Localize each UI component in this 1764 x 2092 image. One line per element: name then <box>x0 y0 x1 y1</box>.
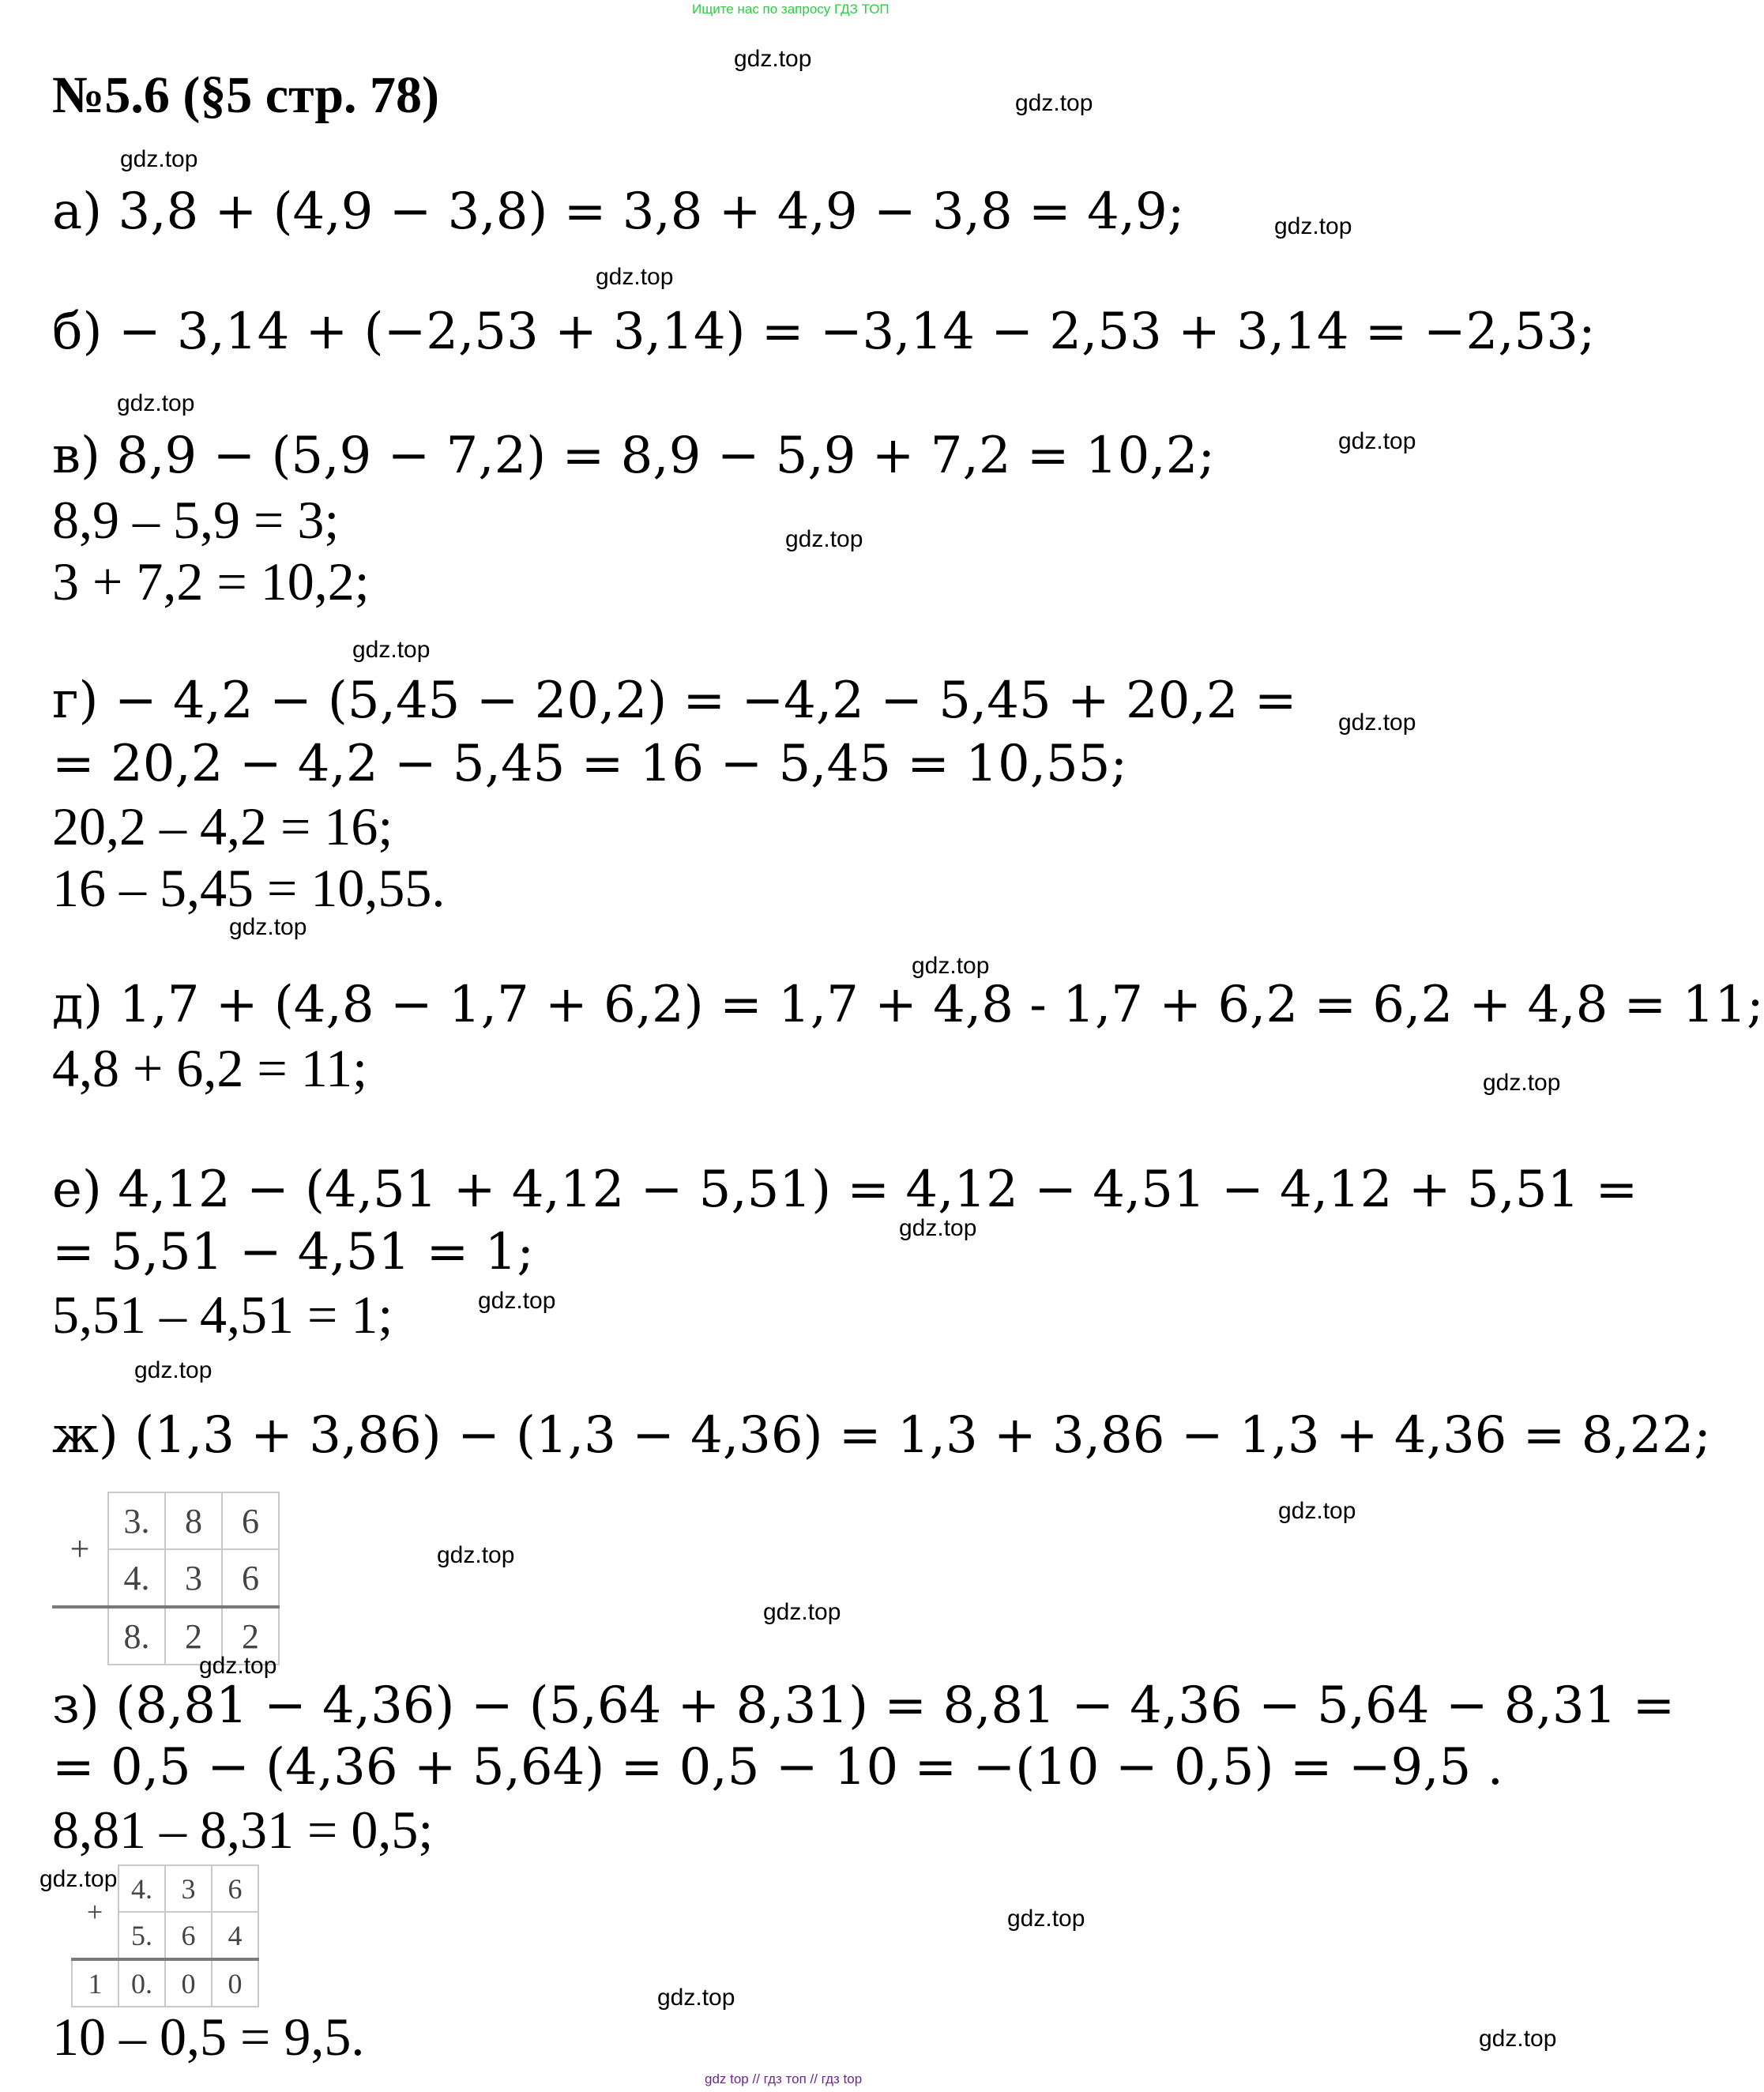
digit-cell: 6 <box>222 1492 279 1549</box>
watermark: gdz.top <box>352 637 431 663</box>
solution-line-g: г) − 4,2 − (5,45 − 20,2) = −4,2 − 5,45 + 20,2 = <box>52 672 1297 730</box>
calc-line-v-2: 3 + 7,2 = 10,2; <box>52 551 370 611</box>
digit-cell: 2 <box>165 1607 222 1665</box>
top-note: Ищите нас по запросу ГДЗ ТОП <box>692 2 890 17</box>
watermark: gdz.top <box>1338 709 1416 736</box>
solution-line-g-cont: = 20,2 − 4,2 − 5,45 = 16 − 5,45 = 10,55; <box>52 735 1128 793</box>
solution-line-a: а) 3,8 + (4,9 − 3,8) = 3,8 + 4,9 − 3,8 = 4,9; <box>52 182 1185 241</box>
calc-line-z-1: 8,81 – 8,31 = 0,5; <box>52 1800 434 1860</box>
empty-cell <box>52 1607 108 1665</box>
digit-cell: 3. <box>108 1492 165 1549</box>
digit-cell: 4 <box>212 1912 258 1959</box>
calc-line-v-1: 8,9 – 5,9 = 3; <box>52 490 340 550</box>
digit-cell: 3 <box>165 1549 222 1607</box>
digit-cell: 3 <box>165 1865 212 1912</box>
digit-cell: 4. <box>118 1865 165 1912</box>
watermark: gdz.top <box>1338 428 1416 454</box>
calc-line-e-1: 5,51 – 4,51 = 1; <box>52 1285 393 1345</box>
plus-sign: + <box>70 1529 90 1568</box>
digit-cell: 8 <box>165 1492 222 1549</box>
watermark: gdz.top <box>734 46 812 72</box>
watermark: gdz.top <box>199 1653 277 1679</box>
watermark: gdz.top <box>912 953 990 979</box>
watermark: gdz.top <box>1274 213 1352 239</box>
watermark: gdz.top <box>785 526 863 552</box>
solution-line-z: з) (8,81 − 4,36) − (5,64 + 8,31) = 8,81 − 4,36 − 5,64 − 8,31 = <box>52 1676 1676 1735</box>
solution-line-z-cont: = 0,5 − (4,36 + 5,64) = 0,5 − 10 = −(10 − 0,5) = −9,5 . <box>52 1738 1503 1797</box>
solution-line-zh: ж) (1,3 + 3,86) − (1,3 − 4,36) = 1,3 + 3,86 − 1,3 + 4,36 = 8,22; <box>52 1406 1711 1465</box>
watermark: gdz.top <box>596 264 674 290</box>
digit-cell: 6 <box>165 1912 212 1959</box>
watermark: gdz.top <box>1007 1906 1085 1932</box>
digit-cell: 0. <box>118 1959 165 2007</box>
watermark: gdz.top <box>39 1866 118 1892</box>
solution-line-e-cont: = 5,51 − 4,51 = 1; <box>52 1223 534 1281</box>
solution-line-b: б) − 3,14 + (−2,53 + 3,14) = −3,14 − 2,53 + 3,14 = −2,53; <box>52 303 1596 361</box>
digit-cell: 6 <box>222 1549 279 1607</box>
watermark: gdz.top <box>899 1215 977 1241</box>
watermark: gdz.top <box>134 1357 213 1383</box>
digit-cell: 4. <box>108 1549 165 1607</box>
watermark: gdz.top <box>1479 2026 1557 2052</box>
digit-cell: 5. <box>118 1912 165 1959</box>
solution-line-d: д) 1,7 + (4,8 − 1,7 + 6,2) = 1,7 + 4,8 - 1,7 + 6,2 = 6,2 + 4,8 = 11; <box>52 976 1764 1034</box>
digit-cell: 8. <box>108 1607 165 1665</box>
digit-cell: 1 <box>72 1959 118 2007</box>
solution-line-v: в) 8,9 − (5,9 − 7,2) = 8,9 − 5,9 + 7,2 = 10,2; <box>52 427 1215 485</box>
watermark: gdz.top <box>437 1542 515 1568</box>
watermark: gdz.top <box>657 1985 735 2011</box>
watermark: gdz.top <box>478 1288 556 1314</box>
watermark: gdz.top <box>117 390 195 416</box>
watermark: gdz.top <box>1278 1498 1356 1524</box>
digit-cell: 6 <box>212 1865 258 1912</box>
watermark: gdz.top <box>763 1599 841 1625</box>
calc-line-d-1: 4,8 + 6,2 = 11; <box>52 1038 368 1098</box>
calc-line-g-1: 20,2 – 4,2 = 16; <box>52 796 393 856</box>
watermark: gdz.top <box>1015 90 1093 116</box>
solution-line-e: е) 4,12 − (4,51 + 4,12 − 5,51) = 4,12 − 4,51 − 4,12 + 5,51 = <box>52 1161 1638 1219</box>
calc-line-g-2: 16 – 5,45 = 10,55. <box>52 858 446 918</box>
digit-cell: 0 <box>212 1959 258 2007</box>
watermark: gdz.top <box>1483 1070 1561 1096</box>
digit-cell: 0 <box>165 1959 212 2007</box>
column-addition-zh <box>52 1492 280 1665</box>
footer-note: gdz top // гдз топ // гдз top <box>705 2071 863 2086</box>
calc-line-z-2: 10 – 0,5 = 9,5. <box>52 2007 365 2067</box>
watermark: gdz.top <box>229 914 307 940</box>
page-title: №5.6 (§5 стр. 78) <box>52 66 440 124</box>
digit-cell: 2 <box>222 1607 279 1665</box>
watermark: gdz.top <box>120 146 198 172</box>
plus-sign: + <box>86 1895 103 1928</box>
